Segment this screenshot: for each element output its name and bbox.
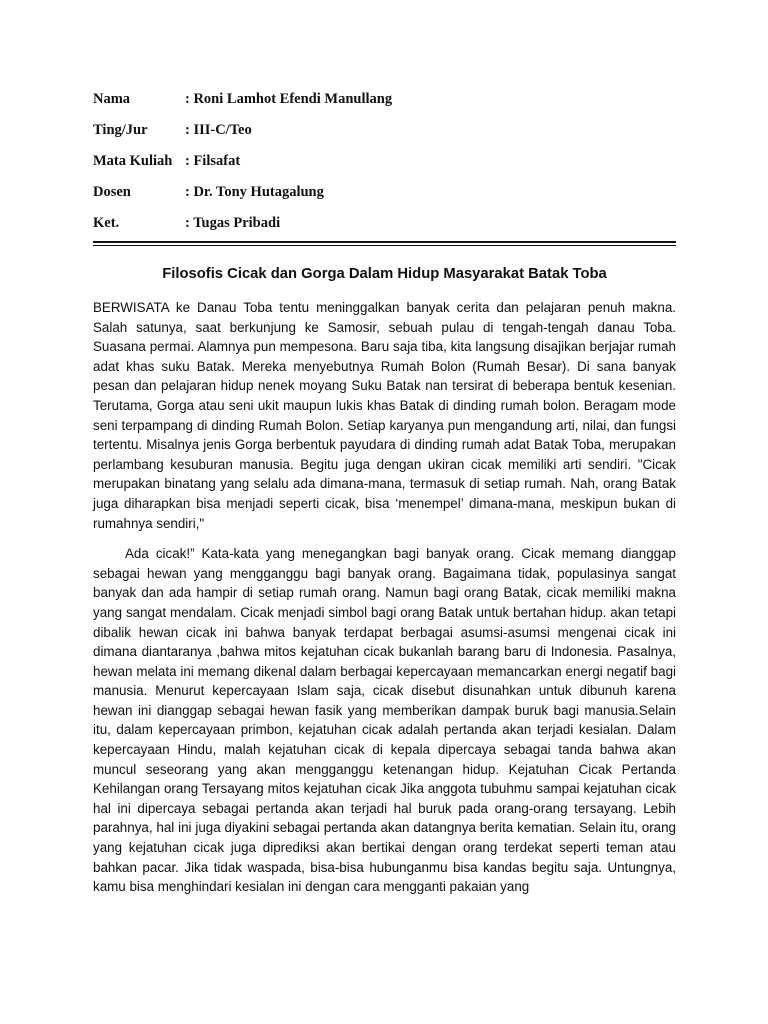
info-row-ket — [93, 208, 676, 239]
info-label: Ket. — [93, 215, 120, 231]
body-paragraph: BERWISATA ke Danau Toba tentu meninggalkan banyak cerita dan pelajaran penuh makna. Salah satunya, saat berkunjung ke Samosir, sebuah pulau di tengah-tengah danau Toba. Suasana permai. Alamnya pun mempesona. Baru saja tiba, kita langsung disajikan berjajar rumah adat khas suku Batak. Mereka menyebutnya Rumah Bolon (Rumah Besar). Di sana banyak pesan dan pelajaran hidup nenek moyang Suku Batak nan tersirat di beberapa bentuk kesenian. Terutama, Gorga atau seni ukit maupun lukis khas Batak di dinding rumah bolon. Beragam mode seni terpampang di dinding Rumah Bolon. Setiap karyanya pun mengandung arti, nilai, dan fungsi tertentu. Misalnya jenis Gorga berbentuk payudara di dinding rumah adat Batak Toba, merupakan perlambang kesuburan manusia. Begitu juga dengan ukiran cicak memiliki arti sendiri. "Cicak merupakan binatang yang selalu ada dimana-mana, termasuk di setiap rumah. Nah, orang Batak juga diharapkan bisa menjadi seperti cicak, bisa ‘menempel’ dimana-mana, meskipun bukan di rumahnya sendiri," — [93, 300, 676, 531]
info-label: Dosen — [93, 184, 131, 200]
student-info-block — [93, 84, 676, 239]
info-row-nama — [93, 84, 676, 115]
header-divider — [93, 241, 676, 246]
info-label: Nama — [93, 91, 131, 107]
info-value: : III-C/Teo — [185, 122, 252, 138]
info-value: : Dr. Tony Hutagalung — [185, 184, 324, 200]
info-value: : Filsafat — [185, 153, 241, 169]
document-title: Filosofis Cicak dan Gorga Dalam Hidup Masyarakat Batak Toba — [162, 266, 607, 282]
info-value: : Roni Lamhot Efendi Manullang — [185, 91, 393, 107]
info-row-ting-jur — [93, 115, 676, 146]
info-label: Mata Kuliah — [93, 153, 173, 169]
info-row-dosen — [93, 177, 676, 208]
info-label: Ting/Jur — [93, 122, 148, 138]
info-row-mata-kuliah — [93, 146, 676, 177]
body-paragraph: Ada cicak!” Kata-kata yang menegangkan bagi banyak orang. Cicak memang dianggap sebagai hewan yang mengganggu bagi banyak orang. Bagaimana tidak, populasinya sangat banyak dan ada hampir di setiap rumah orang. Namun bagi orang Batak, cicak memiliki makna yang sangat mendalam. Cicak menjadi simbol bagi orang Batak untuk bertahan hidup. akan tetapi dibalik hewan cicak ini bahwa banyak terdapat berbagai asumsi-asumsi mengenai cicak ini dimana diantaranya ,bahwa mitos kejatuhan cicak bukanlah barang baru di Indonesia. Pasalnya, hewan melata ini memang dikenal dalam berbagai kepercayaan memancarkan energi negatif bagi manusia. Menurut kepercayaan Islam saja, cicak disebut disunahkan untuk dibunuh karena hewan ini dianggap sebagai hewan fasik yang memberikan dampak buruk bagi manusia.Selain itu, dalam kepercayaan primbon, kejatuhan cicak adalah pertanda akan terjadi kesialan. Dalam kepercayaan Hindu, malah kejatuhan cicak di kepala dipercaya sebagai tanda bahwa akan muncul seseorang yang akan mengganggu ketenangan hidup. Kejatuhan Cicak Pertanda Kehilangan orang Tersayang mitos kejatuhan cicak Jika anggota tubuhmu sampai kejatuhan cicak hal ini dipercaya sebagai pertanda akan terjadi hal buruk pada orang-orang tersayang. Lebih parahnya, hal ini juga diyakini sebagai pertanda akan datangnya berita kematian. Selain itu, orang yang kejatuhan cicak juga diprediksi akan bertikai dengan orang terdekat seperti teman atau bahkan pacar. Jika tidak waspada, bisa-bisa hubunganmu bisa kandas begitu saja. Untungnya, kamu bisa menghindari kesialan ini dengan cara mengganti pakaian yang — [93, 546, 676, 895]
info-value: : Tugas Pribadi — [185, 215, 281, 231]
